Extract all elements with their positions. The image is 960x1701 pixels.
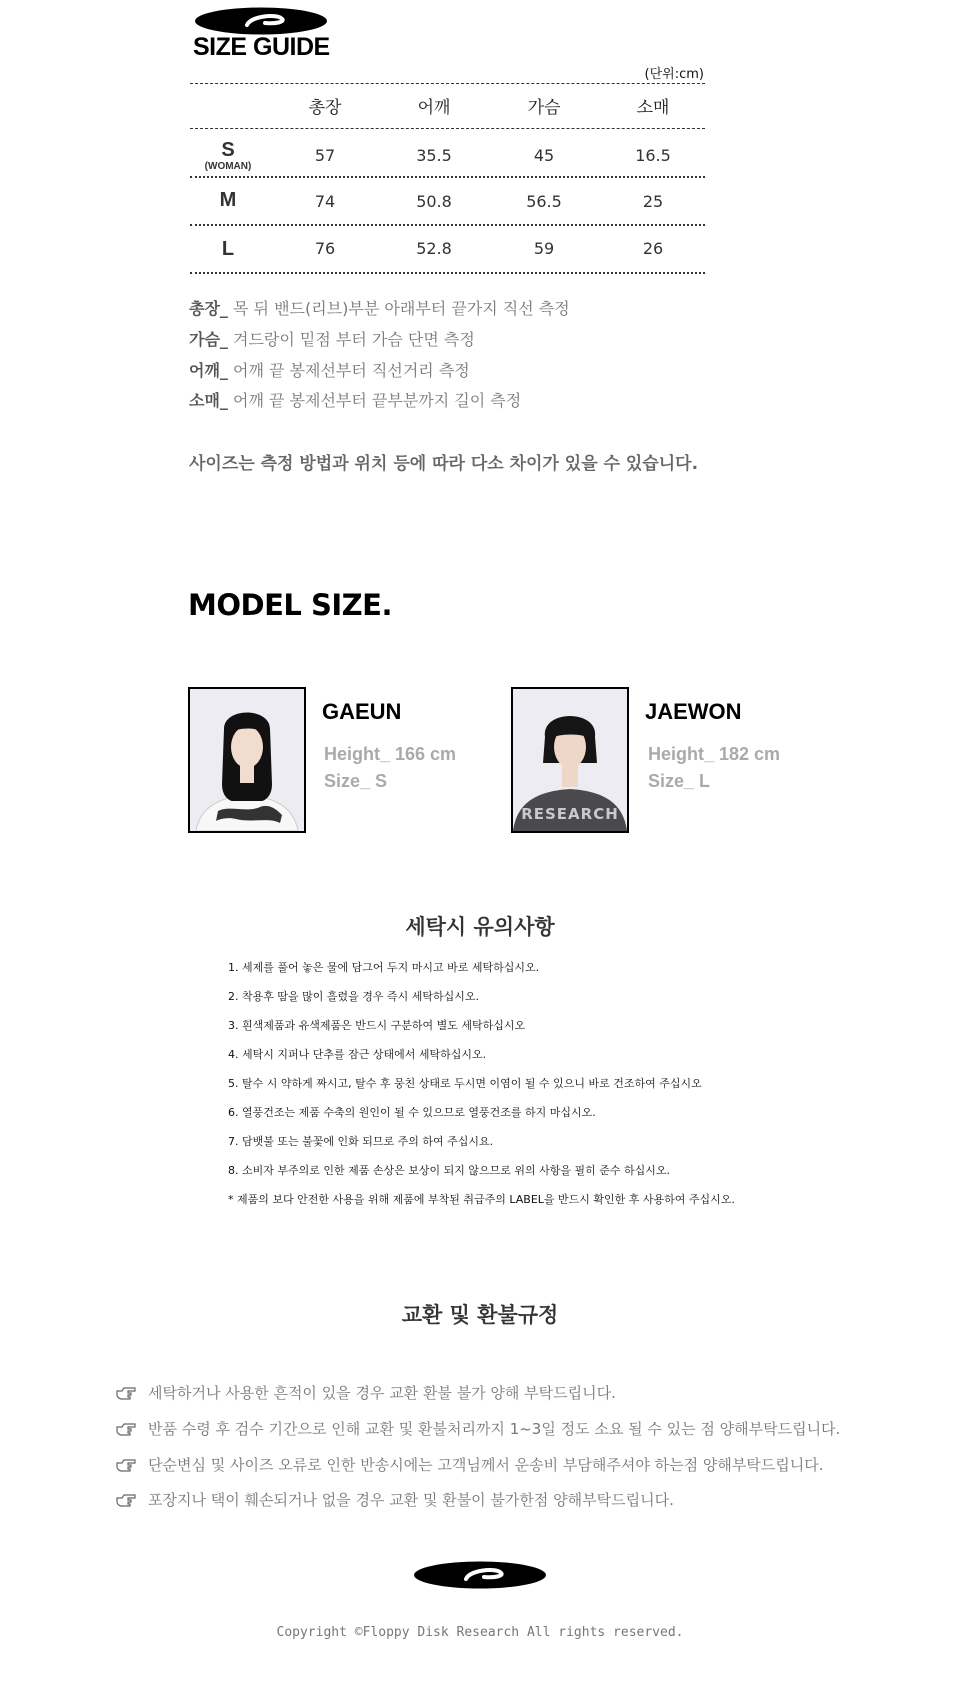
model-size-gaeun: Size_ S [324, 771, 388, 791]
measurement-term: 어깨_ [189, 361, 228, 380]
pointing-hand-icon [116, 1457, 136, 1473]
measurement-term: 총장_ [189, 299, 228, 318]
measurement-term: 소매_ [189, 391, 228, 410]
measurement-line [189, 327, 475, 350]
size-notice: 사이즈는 측정 방법과 위치 등에 따라 다소 차이가 있을 수 있습니다. [189, 454, 699, 474]
size-sub-label-s: (WOMAN) [204, 161, 252, 172]
list-item: 7. 담뱃불 또는 불꽃에 인화 되므로 주의 하여 주십시요. [228, 1135, 494, 1148]
refund-text: 단순변심 및 사이즈 오류로 인한 반송시에는 고객님께서 운송비 부담해주셔야 하는점 양해부탁드립니다. [148, 1456, 824, 1474]
refund-list-item [116, 1489, 674, 1510]
table-cell: 35.5 [416, 146, 452, 165]
col-header-length: 총장 [308, 98, 342, 118]
model-height-jaewon: Height_ 182 cm [648, 744, 781, 764]
refund-text: 포장지나 택이 훼손되거나 없을 경우 교환 및 환불이 불가한점 양해부탁드립니다. [148, 1491, 674, 1509]
size-label-s: S [221, 139, 235, 161]
svg-text:RESEARCH: RESEARCH [521, 805, 619, 823]
measurement-line [189, 388, 521, 411]
measurement-line [189, 296, 570, 319]
list-item: 6. 열풍건조는 제품 수축의 원인이 될 수 있으므로 열풍건조를 하지 마십시오. [228, 1106, 596, 1119]
list-item: 1. 세제를 풀어 놓은 물에 담그어 두지 마시고 바로 세탁하십시오. [228, 961, 540, 974]
list-item: 3. 흰색제품과 유색제품은 반드시 구분하여 별도 세탁하십시오 [228, 1019, 526, 1032]
size-label-m: M [219, 189, 237, 211]
brand-logo-footer [414, 1561, 546, 1589]
table-cell: 50.8 [416, 192, 452, 211]
table-cell: 57 [314, 146, 336, 165]
refund-text: 반품 수령 후 검수 기간으로 인해 교환 및 환불처리까지 1~3일 정도 소요 될 수 있는 점 양해부탁드립니다. [148, 1420, 841, 1438]
table-cell: 59 [533, 239, 555, 258]
refund-list-item [116, 1382, 616, 1403]
refund-title: 교환 및 환불규정 [401, 1303, 559, 1327]
model-name-gaeun: GAEUN [322, 699, 402, 724]
table-cell: 26 [642, 239, 664, 258]
measurement-desc: 어깨 끝 봉제선부터 끝부분까지 길이 측정 [233, 391, 522, 410]
table-cell: 25 [642, 192, 664, 211]
measurement-desc: 어깨 끝 봉제선부터 직선거리 측정 [233, 361, 470, 380]
pointing-hand-icon [116, 1385, 136, 1401]
list-item: 2. 착용후 땀을 많이 흘렸을 경우 즉시 세탁하십시오. [228, 990, 479, 1003]
table-cell: 45 [533, 146, 555, 165]
model-name-jaewon: JAEWON [645, 699, 742, 724]
model-photo-gaeun [188, 687, 306, 833]
table-cell: 56.5 [526, 192, 562, 211]
list-item: 4. 세탁시 지퍼나 단추를 잠근 상태에서 세탁하십시오. [228, 1048, 487, 1061]
col-header-shoulder: 어깨 [417, 98, 451, 118]
refund-list-item [116, 1418, 840, 1439]
col-header-chest: 가슴 [527, 98, 561, 118]
table-top-rule [190, 83, 705, 84]
size-label-l: L [221, 238, 235, 260]
table-cell: 52.8 [416, 239, 452, 258]
list-item: 5. 탈수 시 약하게 짜시고, 탈수 후 뭉친 상태로 두시면 이염이 될 수 있으니 바로 건조하여 주십시오 [228, 1077, 702, 1090]
table-cell: 76 [314, 239, 336, 258]
list-item: * 제품의 보다 안전한 사용을 위해 제품에 부착된 취급주의 LABEL을 반드시 확인한 후 사용하여 주십시오. [228, 1193, 735, 1206]
model-height-gaeun: Height_ 166 cm [324, 744, 457, 764]
unit-label: (단위:cm) [644, 67, 704, 82]
brand-logo-top [195, 7, 327, 35]
pointing-hand-icon [116, 1492, 136, 1508]
model-size-jaewon: Size_ L [648, 771, 711, 791]
table-row-rule [190, 176, 705, 178]
washing-title: 세탁시 유의사항 [405, 915, 555, 939]
measurement-desc: 목 뒤 밴드(리브)부분 아래부터 끝가지 직선 측정 [233, 299, 570, 318]
size-guide-title: SIZE GUIDE [193, 33, 330, 61]
measurement-line [189, 358, 470, 381]
measurement-term: 가슴_ [189, 330, 228, 349]
model-photo-jaewon [511, 687, 629, 833]
model-size-title: MODEL SIZE. [188, 588, 392, 622]
copyright: Copyright ©Floppy Disk Research All rights reserved. [276, 1625, 684, 1640]
col-header-sleeve: 소매 [636, 98, 670, 118]
measurement-desc: 겨드랑이 밑점 부터 가슴 단면 측정 [233, 330, 475, 349]
table-bottom-rule [190, 272, 705, 274]
table-cell: 74 [314, 192, 336, 211]
table-row-rule [190, 224, 705, 226]
table-header-rule [190, 128, 705, 129]
list-item: 8. 소비자 부주의로 인한 제품 손상은 보상이 되지 않으므로 위의 사항을 필히 준수 하십시오. [228, 1164, 670, 1177]
refund-list-item [116, 1454, 824, 1475]
table-cell: 16.5 [635, 146, 671, 165]
pointing-hand-icon [116, 1421, 136, 1437]
refund-text: 세탁하거나 사용한 흔적이 있을 경우 교환 환불 불가 양해 부탁드립니다. [148, 1384, 616, 1402]
